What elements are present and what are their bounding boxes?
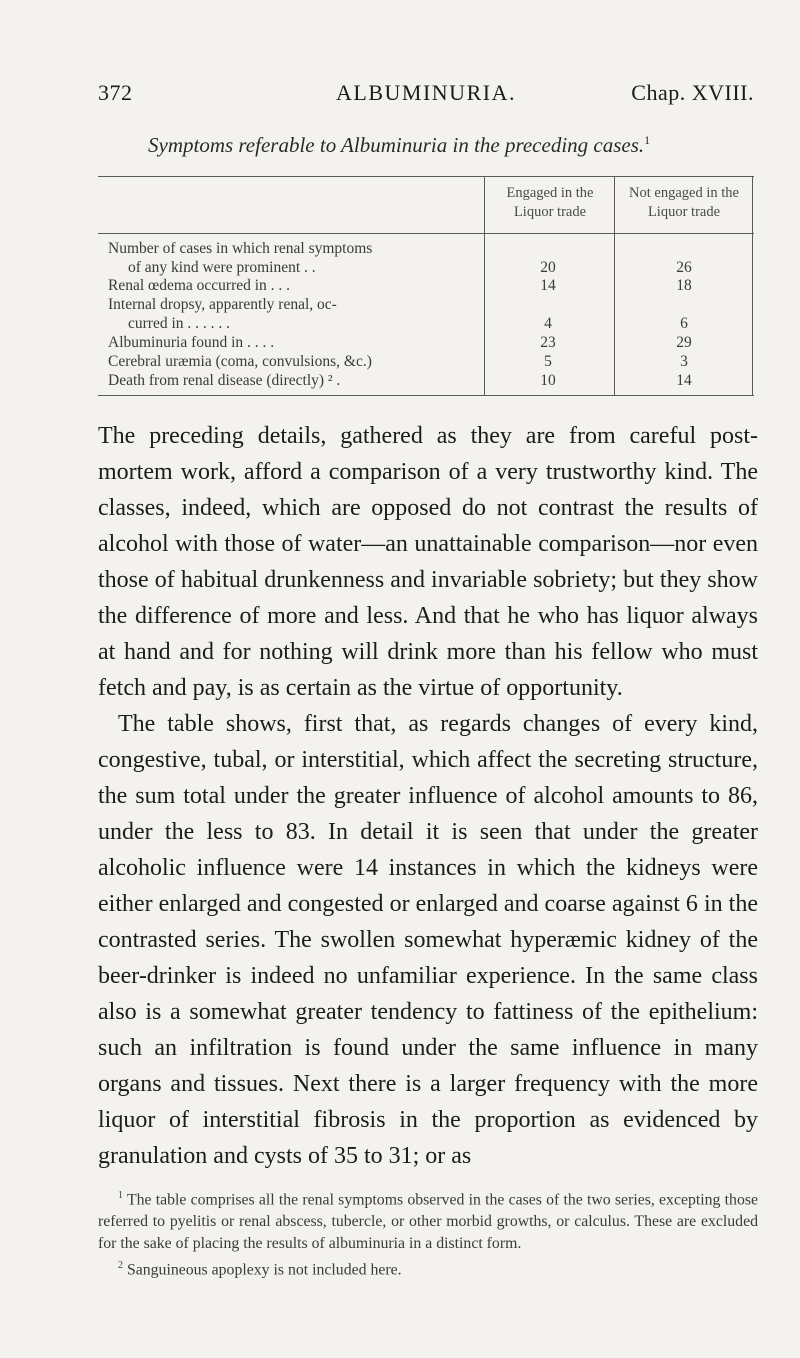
row-label: Number of cases in which renal symptoms — [108, 240, 373, 257]
row-label: Cerebral uræmia (coma, convulsions, &c.) — [108, 353, 372, 370]
footnote-mark: 2 — [118, 1260, 123, 1272]
paragraph: The table shows, first that, as regards changes of every kind, congestive, tubal, or interstitial, which affect the secreting structure, the sum total under the greater influence of alcohol amounts to 86, under the less to 83. In detail it is seen that under the greater alcoholic influence were 14 instances in which the kidneys were either enlarged and congested or enlarged and coarse against 6 in the contrasted series. The swollen somewhat hyperæmic kidney of the beer-drinker is indeed no unfamiliar experience. In the same class also is a somewhat greater tendency to fattiness of the epithelium: such an infiltration is found under the same influence in many organs and tissues. Next there is a larger frequency with the more liquor of interstitial fibrosis in the proportion as evidenced by granulation and cysts of 35 to 31; or as — [98, 711, 758, 1169]
row-label: Albuminuria found in . . . . — [108, 334, 275, 351]
page-header — [98, 80, 754, 112]
caption-text: Symptoms referable to Albuminuria in the preceding cases. — [148, 133, 645, 157]
cell-value: 3 — [680, 353, 688, 370]
row-label: Death from renal disease (directly) ² . — [108, 372, 341, 389]
cell-value: 6 — [680, 315, 688, 332]
footnote-mark: 1 — [118, 1190, 123, 1201]
footnote-text: The table comprises all the renal symptoms observed in the cases of the two series, excepting those referred to pyelitis or renal abscess, tubercle, or other morbid growths, or calculus. These are excluded for the sake of placing the results of albuminuria in a distinct form. — [98, 1191, 758, 1253]
cell-value: 29 — [676, 334, 692, 351]
column-header-not-engaged: Not engaged in the Liquor trade — [629, 185, 739, 220]
row-label: curred in . . . . . . — [128, 315, 231, 332]
table-top-rule — [98, 176, 754, 177]
cell-value: 5 — [544, 353, 552, 370]
table-right-rule — [752, 176, 753, 396]
caption-note-mark: 1 — [644, 133, 651, 147]
cell-value: 18 — [676, 277, 692, 294]
footnote — [98, 1185, 758, 1255]
row-label: Renal œdema occurred in . . . — [108, 277, 291, 294]
symptoms-table — [98, 176, 754, 396]
paragraph: The preceding details, gathered as they are from careful post-mortem work, afford a comparison of a very trustworthy kind. The classes, indeed, which are opposed do not contrast the results of alcohol with those of water—an unattainable comparison—nor even those of habitual drunkenness and invariable sobriety; but they show the difference of more and less. And that he who has liquor always at hand and for nothing will drink more than his fellow who must fetch and pay, is as certain as the virtue of opportunity. — [98, 423, 758, 701]
chapter-label: Chap. XVIII. — [631, 80, 754, 105]
table-header-rule — [98, 233, 754, 234]
cell-value: 20 — [540, 259, 556, 276]
footnotes — [98, 1185, 758, 1282]
column-header-engaged: Engaged in the Liquor trade — [506, 185, 594, 220]
footnote-text: Sanguineous apoplexy is not included here. — [126, 1261, 402, 1279]
cell-value: 14 — [540, 277, 556, 294]
running-title: ALBUMINURIA. — [336, 80, 516, 105]
table-bottom-rule — [98, 395, 754, 396]
body-text — [98, 418, 758, 1174]
cell-value: 4 — [544, 315, 552, 332]
row-label: of any kind were prominent . . — [128, 259, 316, 276]
page-number: 372 — [98, 80, 133, 105]
cell-value: 14 — [676, 372, 692, 389]
row-label: Internal dropsy, apparently renal, oc- — [108, 296, 337, 313]
table-col-rule-2 — [614, 176, 615, 396]
cell-value: 10 — [540, 372, 556, 389]
footnote — [98, 1255, 758, 1281]
cell-value: 26 — [676, 259, 692, 276]
table-caption — [148, 133, 748, 158]
cell-value: 23 — [540, 334, 556, 351]
